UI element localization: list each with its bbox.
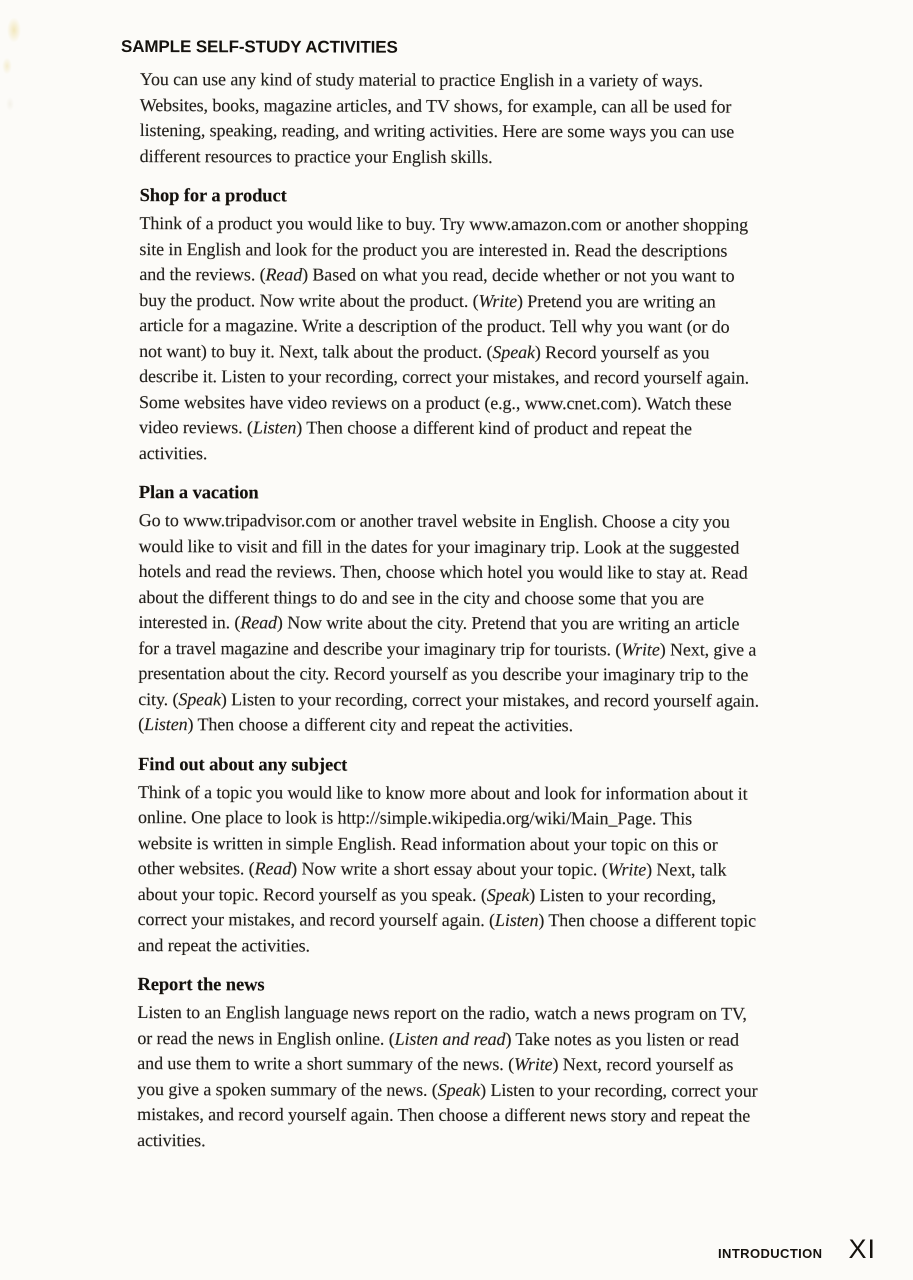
text-block [137,67,900,1155]
section-report-the-news [137,973,897,1155]
section-heading: Report the news [137,975,265,996]
section-plan-a-vacation [138,481,899,739]
section-heading: Find out about any subject [138,754,348,776]
book-page-content [118,36,901,1155]
section-body: Go to www.tripadvisor.com or another travel website in English. Choose a city you would like to visit and fill in the dates for your imaginary trip. Look at the suggested hotels and read the reviews. Then, choose which hotel you would like to stay at. Read about the different things to do and see in the city and choose some that you are interested in. (Read) Now write about the city. Pretend that you are writing an article for a travel magazine and describe your imaginary trip for tourists. (Write) Next, give a presentation about the city. Record yourself as you describe your imaginary trip to the city. (Speak) Listen to your recording, correct your mistakes, and record yourself again. (Listen) Then choose a different city and repeat the activities. [138,510,760,736]
section-body: Think of a topic you would like to know more about and look for information about it online. One place to look is http://simple.wikipedia.org/wiki/Main_Page. This website is written in simple English. Read information about your topic on this or other websites. (Read) Now write a short essay about your topic. (Write) Next, talk about your topic. Record yourself as you speak. (Speak) Listen to your recording, correct your mistakes, and record yourself again. (Listen) Then choose a different topic and repeat the activities. [137,781,757,955]
page-footer [718,1234,876,1265]
section-shop-for-a-product [139,184,900,468]
section-body: Think of a product you would like to buy. Try www.amazon.com or another shopping site in English and look for the product you are interested in. Read the descriptions and the reviews. (Read) Based on what you read, decide whether or not you want to buy the product. Now write about the product. (Write) Pretend you are writing an article for a magazine. Write a description of the product. Tell why you want (or do not want) to buy it. Next, talk about the product. (Speak) Record yourself as you describe it. Listen to your recording, correct your mistakes, and record yourself again. Some websites have video reviews on a product (e.g., www.cnet.com). Watch these video reviews. (Listen) Then choose a different kind of product and repeat the activities. [138,213,750,463]
section-heading: Plan a vacation [138,483,259,504]
footer-section-label: INTRODUCTION [718,1246,823,1261]
scan-smudge [0,0,90,160]
section-find-out-about-any-subject [138,753,899,960]
section-body: Listen to an English language news report on the radio, watch a news program on TV, or read the news in English online. (Listen and read) Take notes as you listen or read and use them to write a short summary of the news. (Write) Next, record yourself as you give a spoken summary of the news. (Speak) Listen to your recording, correct your mistakes, and record yourself again. Then choose a different news story and repeat the activities. [137,1002,758,1150]
intro-paragraph: You can use any kind of study material to practice English in a variety of ways. Websites, books, magazine articles, and TV shows, for example, can all be used for listening, speaking, reading, and writing activities. Here are some ways you can use different resources to practice your English skills. [139,69,735,167]
page-title: SAMPLE SELF-STUDY ACTIVITIES [120,36,398,57]
section-heading: Shop for a product [139,186,287,207]
footer-page-number: XI [848,1234,876,1264]
